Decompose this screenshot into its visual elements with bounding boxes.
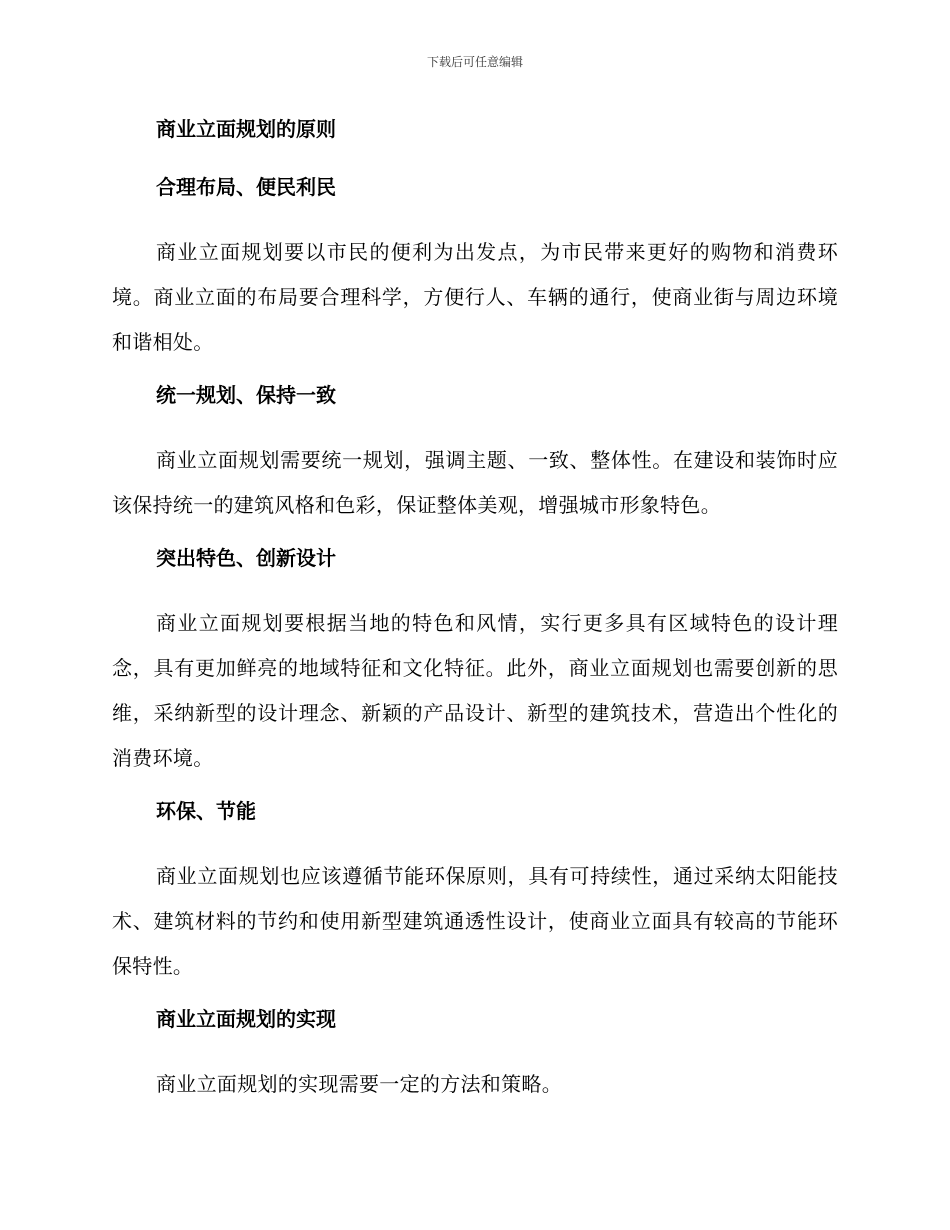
- section-heading: 突出特色、创新设计: [156, 546, 336, 570]
- section-heading: 环保、节能: [156, 799, 256, 823]
- paragraph: 商业立面规划的实现需要一定的方法和策略。: [156, 1072, 562, 1096]
- paragraph: 商业立面规划也应该遵循节能环保原则，具有可持续性，通过采纳太阳能技术、建筑材料的节约和使用新型建筑通透性设计，使商业立面具有较高的节能环保特性。: [112, 864, 838, 978]
- paragraph: 商业立面规划需要统一规划，强调主题、一致、整体性。在建设和装饰时应该保持统一的建筑风格和色彩，保证整体美观，增强城市形象特色。: [112, 448, 838, 517]
- paragraph: 商业立面规划要根据当地的特色和风情，实行更多具有区域特色的设计理念，具有更加鲜亮的地域特征和文化特征。此外，商业立面规划也需要创新的思维，采纳新型的设计理念、新颖的产品设计、新型的建筑技术，营造出个性化的消费环境。: [112, 611, 838, 770]
- paragraph: 商业立面规划要以市民的便利为出发点，为市民带来更好的购物和消费环境。商业立面的布局要合理科学，方便行人、车辆的通行，使商业街与周边环境和谐相处。: [112, 240, 838, 354]
- page-header-note: 下载后可任意编辑: [426, 55, 523, 69]
- section-heading: 商业立面规划的实现: [156, 1007, 336, 1031]
- section-heading: 合理布局、便民利民: [156, 175, 336, 199]
- document-body: [112, 114, 838, 1122]
- section-heading: 统一规划、保持一致: [156, 383, 336, 407]
- section-heading: 商业立面规划的原则: [156, 117, 336, 141]
